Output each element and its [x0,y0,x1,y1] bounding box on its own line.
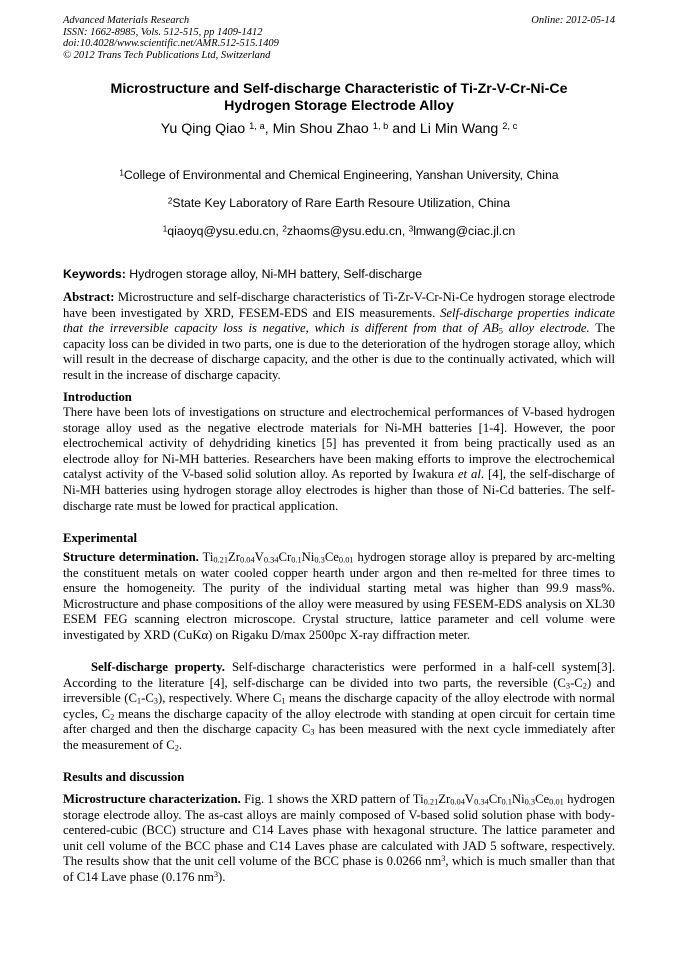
affiliation-1-text: College of Environmental and Chemical Engineering, Yanshan University, China [123,168,559,182]
copyright-line: © 2012 Trans Tech Publications Ltd, Switzerland [63,49,271,61]
structure-label: Structure determination. [63,550,199,564]
formula-v-sub: 0.34 [263,555,279,565]
micro-text-4: ). [218,869,226,884]
formula-zr: Zr [228,550,241,564]
author-list [63,121,615,138]
email-line [63,224,615,238]
abstract-text-2: The capacity loss can be divided in two parts, one is due to the deterioration of the hydrogen storage alloy, which will result in the decrease of discharge capacity, and the other is due to the continually activated, which will result in the increase of discharge capacity. [63,321,615,382]
journal-header [63,15,615,61]
micro-ni-sub: 0.3 [524,797,536,807]
formula-ni: Ni [301,550,315,564]
abstract-text-1: Microstructure and self-discharge characteristics of Ti-Zr-V-Cr-Ni-Ce hydrogen storage electrode have been investigated by XRD, FESEM-EDS and EIS measurements. [63,290,615,320]
abstract-italic-2: alloy electrode. [502,321,590,336]
micro-ce: Ce [535,792,550,806]
micro-text-2: hydrogen storage electrode alloy. The as-cast alloys are mainly composed of V-based solid solution phase with body-centered-cubic (BCC) structure and C14 Laves phase with hexagonal structure. The lattice parameter and unit cell volume of the BCC phase and C14 Laves phase are calculated with JAD 5 software, respectively. The results show that the unit cell volume of the BCC phase is 0.0266 nm [63,792,615,869]
keywords [63,267,615,281]
micro-sup-1: 3 [441,854,446,864]
abstract-label: Abstract: [63,290,115,304]
formula-cr: Cr [278,550,292,564]
self-sub-6: 2 [110,712,115,722]
micro-sup-2: 3 [213,870,218,880]
affiliation-1 [63,168,615,182]
micro-text-1: Fig. 1 shows the XRD pattern of Ti [240,792,424,806]
micro-text-3: , which is much smaller than that of C14 Lave phase (0.176 nm [63,854,615,884]
abstract-italic-1: Self-discharge properties indicate that the irreversible capacity loss is negative, which is different from that of AB [63,305,615,336]
keywords-text: Hydrogen storage alloy, Ni-MH battery, Self-discharge [125,267,423,281]
email-2-sup: 2 [282,224,287,234]
email-3-sup: 3 [408,224,414,234]
self-discharge-paragraph [63,660,615,754]
micro-cr: Cr [488,792,502,806]
self-text-2: -C [570,675,583,690]
introduction-heading: Introduction [63,390,132,404]
formula-ni-sub: 0.3 [314,555,325,565]
author-2: , Min Shou Zhao [264,121,373,137]
email-2: zhaoms@ysu.edu.cn, [286,224,409,238]
introduction-paragraph [63,405,615,514]
self-text-6: means the discharge capacity of the alloy electrode with normal cycles, C [63,691,615,721]
self-sub-1: 3 [565,681,571,691]
author-1: Yu Qing Qiao [160,121,250,137]
micro-v-sub: 0.34 [474,797,489,807]
formula-ce-sub: 0.01 [338,555,354,565]
self-text-5: ), respectively. Where C [157,691,282,706]
micro-zr: Zr [438,792,451,806]
structure-paragraph [63,550,615,644]
structure-text: hydrogen storage alloy is prepared by arc-melting the constituent metals on water cooled copper hearth under argon and then re-melted for three times to ensure the homogeneity. The purity of the individual starting metal was higher than 99.9 mass%. Microstructure and phase compositions of the alloy were measured by using FESEM-EDS analysis on XL30 ESEM FEG scanning electron microscope. Crystal structure, lattice parameter and cell volume were investigated by XRD (CuKα) on Rigaku D/max 2500pc X-ray diffraction meter. [63,550,615,642]
self-text-1: Self-discharge characteristics were performed in a half-cell system[3]. According to the literature [4], self-discharge can be divided into two parts, the reversible (C [63,660,615,690]
issn-line: ISSN: 1662-8985, Vols. 512-515, pp 1409-1412 [63,26,263,38]
formula-ti: Ti [198,550,214,564]
online-date: Online: 2012-05-14 [531,15,615,26]
micro-v: V [464,792,475,806]
title-line-1: Microstructure and Self-discharge Characteristic of Ti-Zr-V-Cr-Ni-Ce [110,81,568,97]
self-text-9: . [178,737,183,752]
author-2-sup: 1, b [372,120,389,131]
doi-line: doi:10.4028/www.scientific.net/AMR.512-515.1409 [63,38,279,49]
self-sub-7: 3 [310,728,315,738]
microstructure-label: Microstructure characterization. [63,792,241,806]
intro-etal: et al [457,467,481,482]
abstract-italic-sub: 5 [498,326,503,336]
intro-text-2: . [4], the self-discharge of Ni-MH batteries using hydrogen storage alloy electrodes is higher than those of Ni-Cd batteries. The self-discharge rate must be lowed for practical application. [63,467,615,513]
micro-ni: Ni [511,792,525,806]
micro-zr-sub: 0.04 [450,797,465,807]
self-discharge-label: Self-discharge property. [91,660,225,674]
self-text-4: -C [141,691,154,706]
title-line-2: Hydrogen Storage Electrode Alloy [224,98,454,114]
email-1: qiaoyq@ysu.edu.cn, [167,224,283,238]
self-text-3: ) and irreversible (C [63,675,615,706]
abstract [63,290,615,384]
formula-v: V [254,550,264,564]
self-sub-2: 2 [582,681,587,691]
email-3: lmwang@ciac.jl.cn [413,224,516,238]
affiliation-2-text: State Key Laboratory of Rare Earth Resoure Utilization, China [172,196,511,210]
experimental-heading: Experimental [63,531,138,545]
author-1-sup: 1, a [249,120,265,131]
self-sub-4: 3 [153,696,158,706]
micro-cr-sub: 0.1 [501,797,512,807]
author-3-sup: 2, c [502,120,518,131]
self-sub-3: 1 [136,696,142,706]
self-text-8: has been measured with the next cycle immediately after the measurement of C [63,722,615,752]
self-sub-5: 1 [281,696,286,706]
formula-ce: Ce [324,550,339,564]
journal-name: Advanced Materials Research [63,15,190,26]
affiliation-1-sup: 1 [119,168,124,178]
micro-ce-sub: 0.01 [549,797,564,807]
affiliation-2-sup: 2 [167,196,173,206]
micro-ti-sub: 0.21 [423,797,439,807]
author-3: and Li Min Wang [388,121,503,137]
formula-zr-sub: 0.04 [240,555,255,565]
intro-text-1: There have been lots of investigations on structure and electrochemical performances of V-based hydrogen storage alloy used as the negative electrode materials for Ni-MH batteries [1-4]. However, the poor electrochemical activity of dehydriding kinetics [5] has prevented it from being practically used as an electrode alloy for Ni-MH batteries. Researchers have been making efforts to improve the electrochemical catalyst activity of the V-based solid solution alloy. As reported by Iwakura [63,405,615,482]
self-text-7: means the discharge capacity of the alloy electrode with standing at open circuit for certain time after charged and then the discharge capacity C [63,706,615,737]
microstructure-paragraph [63,792,615,886]
paper-title [63,81,615,115]
email-1-sup: 1 [162,224,168,234]
formula-ti-sub: 0.21 [213,555,229,565]
affiliation-2 [63,196,615,210]
self-sub-8: 2 [174,743,179,753]
formula-cr-sub: 0.1 [291,555,302,565]
keywords-label: Keywords: [63,267,126,281]
results-heading: Results and discussion [63,770,185,784]
